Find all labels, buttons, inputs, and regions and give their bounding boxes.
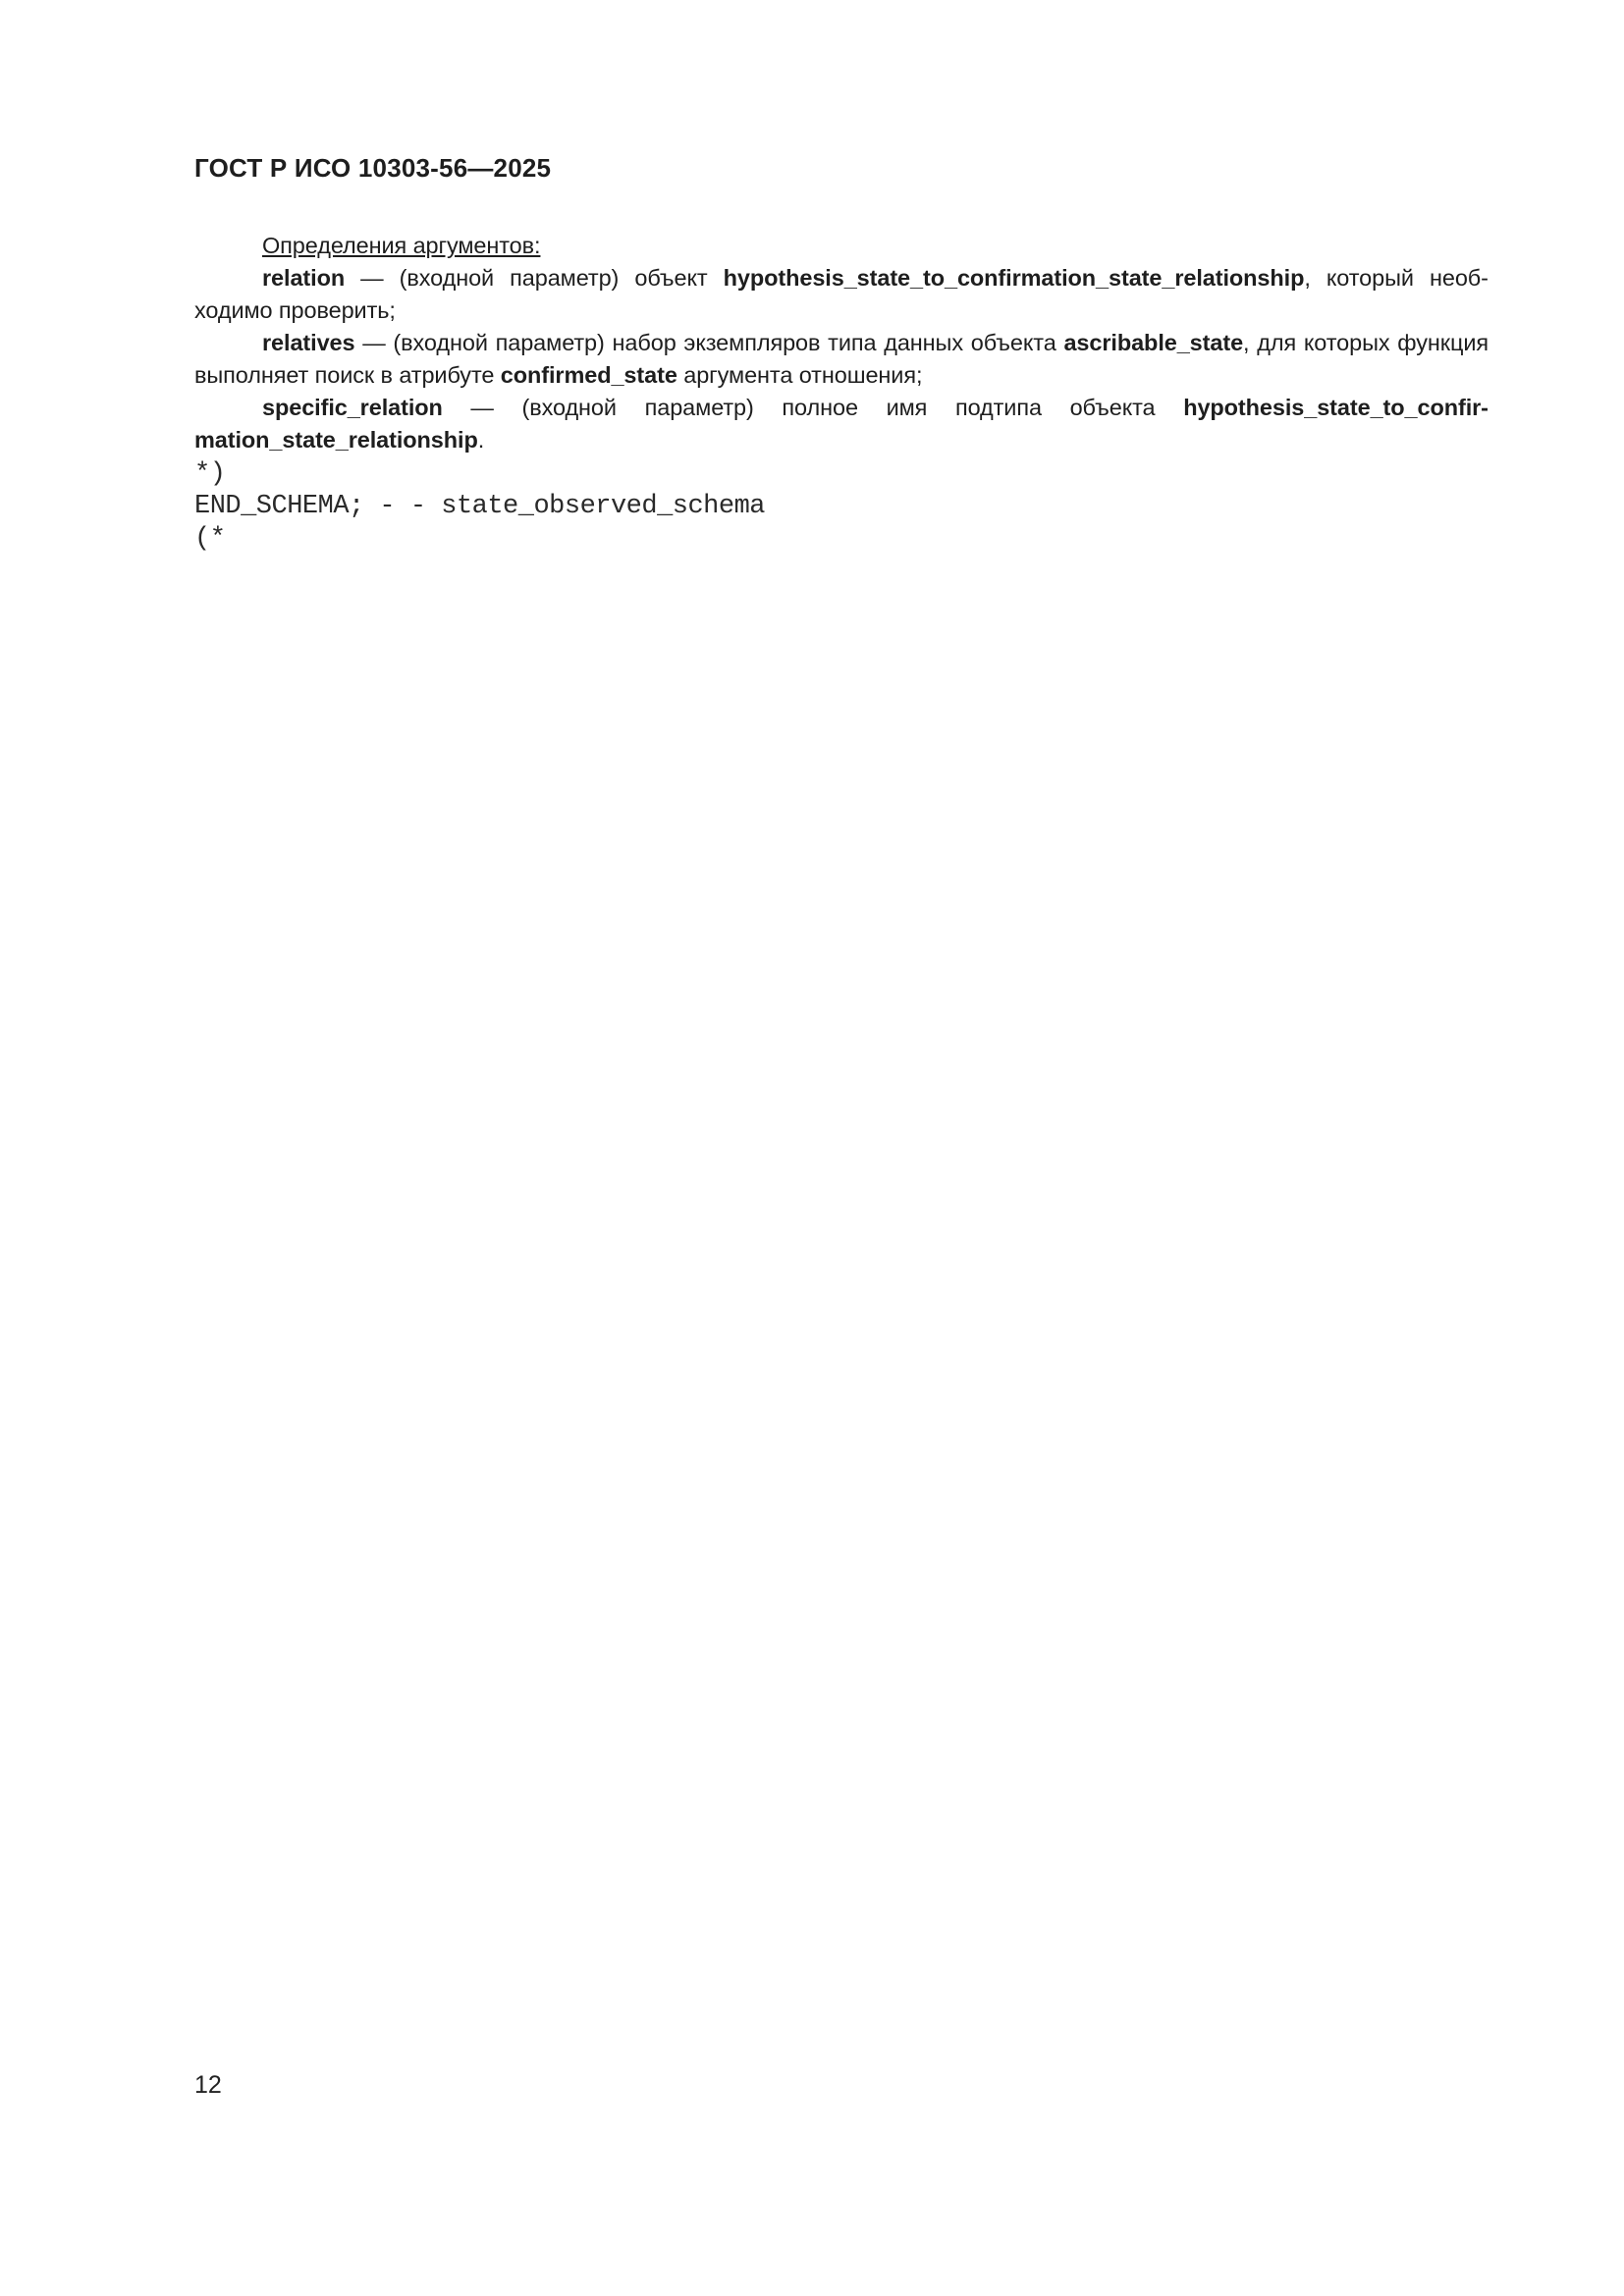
term-bold: relatives: [262, 330, 355, 355]
text-run: , для которых функция выполняет поиск в атрибуте: [194, 330, 1489, 388]
arguments-heading: [194, 230, 1489, 262]
term-bold: relation: [262, 265, 346, 291]
term-bold: hypothesis_state_to_confirmation_state_relationship: [723, 265, 1305, 291]
code-line-close-marker: *): [194, 459, 226, 489]
document-body: [194, 230, 1489, 556]
arguments-heading-text: Определения аргументов:: [262, 233, 541, 258]
paragraph-relatives: [194, 327, 1489, 392]
term-bold: hypothesis_state_to_confirmation_state_relationship: [194, 395, 1489, 453]
paragraph-relation: [194, 262, 1489, 327]
page-number: 12: [194, 2071, 222, 2099]
express-code-block: [194, 458, 1489, 556]
document-header-title: ГОСТ Р ИСО 10303-56—2025: [194, 153, 552, 183]
text-run: — (входной параметр) набор экземпляров типа данных объекта: [354, 330, 1064, 355]
term-bold: confirmed_state: [500, 362, 677, 388]
code-line-end-schema: END_SCHEMA; - - state_observed_schema: [194, 492, 765, 521]
paragraph-specific-relation: [194, 392, 1489, 456]
term-bold: specific_relation: [262, 395, 443, 420]
text-run: аргумента отношения;: [677, 362, 923, 388]
text-run: — (входной параметр) полное имя подтипа объекта: [442, 395, 1184, 420]
code-line-open-marker: (*: [194, 524, 226, 554]
text-run: — (входной параметр) объект: [345, 265, 724, 291]
term-bold: ascribable_state: [1063, 330, 1244, 355]
text-run: , который необходимо проверить;: [194, 265, 1489, 323]
text-run: .: [477, 427, 485, 453]
